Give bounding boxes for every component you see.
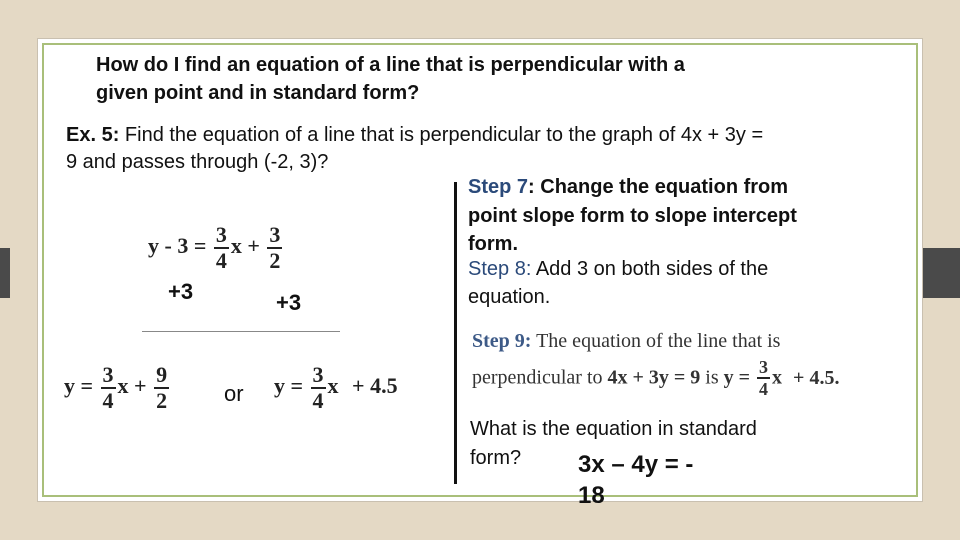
work-divider bbox=[142, 331, 340, 332]
question-line2: form? bbox=[470, 447, 522, 469]
eq3-fraction bbox=[311, 364, 326, 412]
step8-label: Step 8: bbox=[468, 258, 532, 280]
plus3-right: +3 bbox=[276, 290, 302, 315]
plus3-left: +3 bbox=[168, 279, 194, 304]
eq2-lhs: y = bbox=[64, 373, 94, 399]
step8-line1 bbox=[468, 258, 768, 281]
equation-decimal bbox=[274, 364, 398, 412]
step9-f-den: 4 bbox=[759, 379, 769, 399]
slide-title-line2: given point and in standard form? bbox=[96, 82, 420, 104]
eq2-f1-num: 3 bbox=[102, 362, 114, 387]
eq3-lhs: y = bbox=[274, 373, 304, 399]
eq1-f1-den: 4 bbox=[215, 248, 227, 273]
eq3-f-den: 4 bbox=[312, 388, 324, 413]
step9-y: y = bbox=[723, 366, 751, 389]
step9-f-num: 3 bbox=[759, 357, 769, 377]
step7-line1 bbox=[468, 176, 788, 199]
equation-point-slope bbox=[148, 224, 284, 272]
step9-label: Step 9: bbox=[472, 330, 532, 352]
step9-fraction bbox=[757, 358, 770, 398]
step8-line2: equation. bbox=[468, 286, 551, 308]
step7-colon: : bbox=[528, 176, 535, 198]
eq1-mid: x + bbox=[230, 233, 260, 259]
eq1-f1-num: 3 bbox=[215, 222, 227, 247]
equation-slope-intercept bbox=[64, 364, 171, 412]
eq2-f1-den: 4 bbox=[102, 388, 114, 413]
answer-line2: 18 bbox=[578, 482, 605, 509]
example-line2: 9 and passes through (-2, 3)? bbox=[66, 151, 329, 173]
left-decor-tab bbox=[0, 248, 10, 298]
example-text-1: Find the equation of a line that is perpendicular to the graph of 4x + 3y = bbox=[119, 124, 764, 146]
example-label: Ex. 5: bbox=[66, 124, 120, 146]
eq2-fraction-1 bbox=[101, 364, 116, 412]
eq1-fraction-1 bbox=[214, 224, 229, 272]
eq1-f2-num: 3 bbox=[269, 222, 281, 247]
step9-original-eq: 4x + 3y = 9 bbox=[607, 366, 701, 389]
eq3-x: x bbox=[327, 373, 339, 399]
eq3-tail: + 4.5 bbox=[352, 373, 398, 399]
eq1-f2-den: 2 bbox=[269, 248, 281, 273]
step9-is: is bbox=[700, 366, 724, 389]
question-line1: What is the equation in standard bbox=[470, 418, 757, 440]
eq2-fraction-2 bbox=[154, 364, 169, 412]
step7-line2: point slope form to slope intercept bbox=[468, 205, 797, 227]
step9-tail: + 4.5. bbox=[793, 366, 840, 389]
answer-line1: 3x – 4y = - bbox=[578, 451, 694, 478]
eq3-f-num: 3 bbox=[312, 362, 324, 387]
eq1-fraction-2 bbox=[267, 224, 282, 272]
step9-text-1: The equation of the line that is bbox=[531, 330, 781, 352]
slide-title-line1: How do I find an equation of a line that is perpendicular with a bbox=[96, 54, 685, 76]
step9-line2 bbox=[472, 358, 839, 398]
step8-text-1: Add 3 on both sides of the bbox=[531, 258, 769, 280]
or-label: or bbox=[224, 381, 244, 406]
step9-line1 bbox=[472, 330, 780, 353]
column-divider bbox=[454, 182, 457, 484]
step7-line3: form. bbox=[468, 233, 518, 255]
step7-text-1: Change the equation from bbox=[534, 176, 789, 198]
eq1-lhs: y - 3 = bbox=[148, 233, 207, 259]
step9-x: x bbox=[772, 366, 783, 389]
eq2-f2-num: 9 bbox=[156, 362, 168, 387]
step9-text-2: perpendicular to bbox=[472, 366, 608, 389]
eq2-f2-den: 2 bbox=[156, 388, 168, 413]
eq2-mid: x + bbox=[117, 373, 147, 399]
step7-label: Step 7 bbox=[468, 176, 529, 198]
example-line1 bbox=[66, 124, 763, 147]
